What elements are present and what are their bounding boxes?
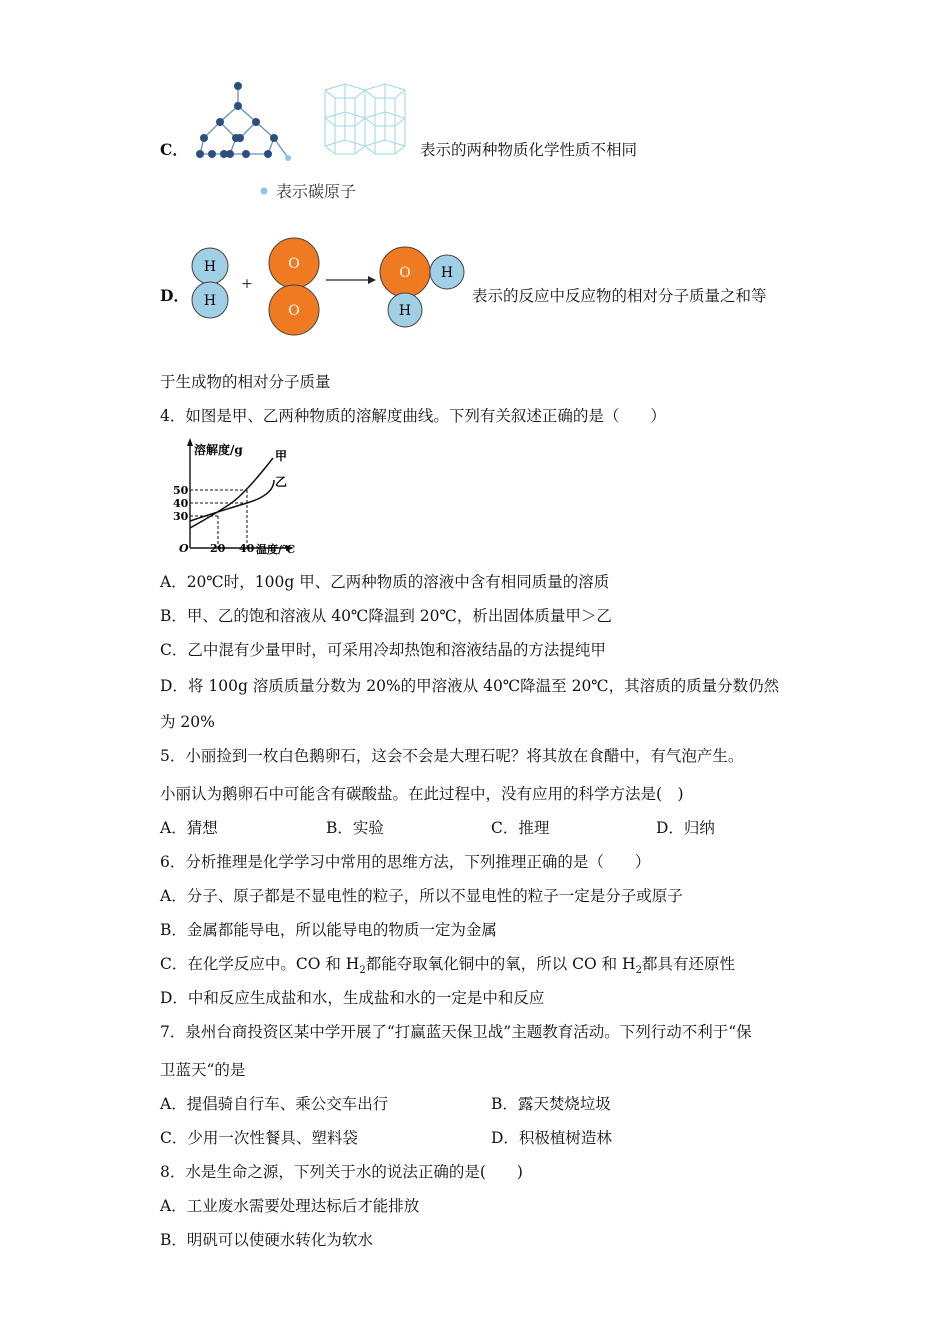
plus-sign: +: [241, 276, 253, 292]
q5-option-b: B．实验: [326, 819, 384, 837]
q6-stem: 6．分析推理是化学学习中常用的思维方法，下列推理正确的是（ ）: [160, 853, 651, 871]
q7-stem-line1: 7．泉州台商投资区某中学开展了“打赢蓝天保卫战”主题教育活动。下列行动不利于“保: [160, 1023, 752, 1041]
reaction-arrow: [326, 276, 376, 284]
q6-option-a: A．分子、原子都是不显电性的粒子，所以不显电性的粒子一定是分子或原子: [160, 887, 683, 905]
q3-option-d-text: 表示的反应中反应物的相对分子质量之和等: [472, 287, 767, 305]
h-atom-label: H: [203, 293, 217, 309]
q6-option-c: C．在化学反应中。CO 和 $H_2$都能夺取氧化铜中的氧，所以 CO 和 $H_2$都具有还原性: [160, 955, 735, 977]
h-atom-label: H: [203, 259, 217, 275]
q7-option-a: A．提倡骑自行车、乘公交车出行: [160, 1095, 389, 1113]
product-water-molecule: [380, 247, 464, 327]
solubility-curve-chart: [170, 436, 310, 558]
o-atom-label: O: [288, 303, 300, 319]
q6-option-b: B．金属都能导电，所以能导电的物质一定为金属: [160, 921, 497, 939]
reactant-oxygen-molecule: [269, 238, 319, 335]
q3-option-c-letter: C．: [160, 140, 188, 159]
q5-stem-line1: 5．小丽捡到一枚白色鹅卵石，这会不会是大理石呢？将其放在食醋中，有气泡产生。: [160, 747, 744, 765]
q5-option-c: C．推理: [491, 819, 550, 837]
graphite-structure-figure: [320, 80, 412, 168]
reactant-hydrogen-molecule: [192, 248, 228, 318]
q4-option-c: C．乙中混有少量甲时，可采用冷却热饱和溶液结晶的方法提纯甲: [160, 641, 606, 659]
q7-option-d: D．积极植树造林: [491, 1129, 612, 1147]
carbon-atom-legend-label: 表示碳原子: [276, 182, 357, 201]
ytick-40: 40: [173, 497, 189, 510]
q4-stem: 4．如图是甲、乙两种物质的溶解度曲线。下列有关叙述正确的是（ ）: [160, 407, 666, 425]
q3-option-d-letter: D．: [160, 286, 189, 305]
q5-stem-line2: 小丽认为鹅卵石中可能含有碳酸盐。在此过程中，没有应用的科学方法是( ): [160, 785, 684, 803]
q7-option-c: C．少用一次性餐具、塑料袋: [160, 1129, 358, 1147]
y-axis-arrow: [187, 438, 193, 446]
q4-option-d: D．将 100g 溶质质量分数为 20%的甲溶液从 40℃降温至 20℃，其溶质的质量分数仍然: [160, 677, 780, 695]
xtick-20: 20: [210, 542, 226, 555]
q8-option-b: B．明矾可以使硬水转化为软水: [160, 1231, 373, 1249]
o-atom-label: O: [399, 265, 411, 281]
chart-xlabel: 温度/℃: [256, 543, 296, 556]
q4-option-d-continuation: 为 20%: [160, 713, 215, 731]
o-atom-label: O: [288, 256, 300, 272]
q5-option-a: A．猜想: [160, 819, 218, 837]
q4-option-a: A．20℃时，100g 甲、乙两种物质的溶液中含有相同质量的溶质: [160, 573, 610, 591]
xtick-40: 40: [239, 542, 255, 555]
q4-option-b: B．甲、乙的饱和溶液从 40℃降温到 20℃，析出固体质量甲＞乙: [160, 607, 612, 625]
q6-option-d: D．中和反应生成盐和水，生成盐和水的一定是中和反应: [160, 989, 545, 1007]
legend-yi: 乙: [275, 475, 288, 489]
q7-option-b: B．露天焚烧垃圾: [491, 1095, 611, 1113]
chart-ylabel: 溶解度/g: [194, 443, 243, 457]
h-atom-label: H: [398, 303, 412, 319]
carbon-atom-legend-icon: [258, 184, 272, 198]
q3-option-c-text: 表示的两种物质化学性质不相同: [420, 141, 638, 159]
origin-label: O: [179, 542, 189, 555]
q3-option-d-continuation: 于生成物的相对分子质量: [160, 373, 331, 391]
q8-option-a: A．工业废水需要处理达标后才能排放: [160, 1197, 420, 1215]
q5-option-d: D．归纳: [656, 819, 715, 837]
q8-stem: 8．水是生命之源，下列关于水的说法正确的是( ): [160, 1163, 523, 1181]
legend-jia: 甲: [275, 449, 288, 463]
reaction-diagram: [188, 236, 468, 336]
ytick-50: 50: [173, 484, 189, 497]
ytick-30: 30: [173, 510, 189, 523]
curve-yi: [190, 480, 274, 521]
h-atom-label: H: [440, 265, 454, 281]
diamond-structure-figure: [190, 78, 295, 170]
q7-stem-line2: 卫蓝天“的是: [160, 1061, 246, 1079]
